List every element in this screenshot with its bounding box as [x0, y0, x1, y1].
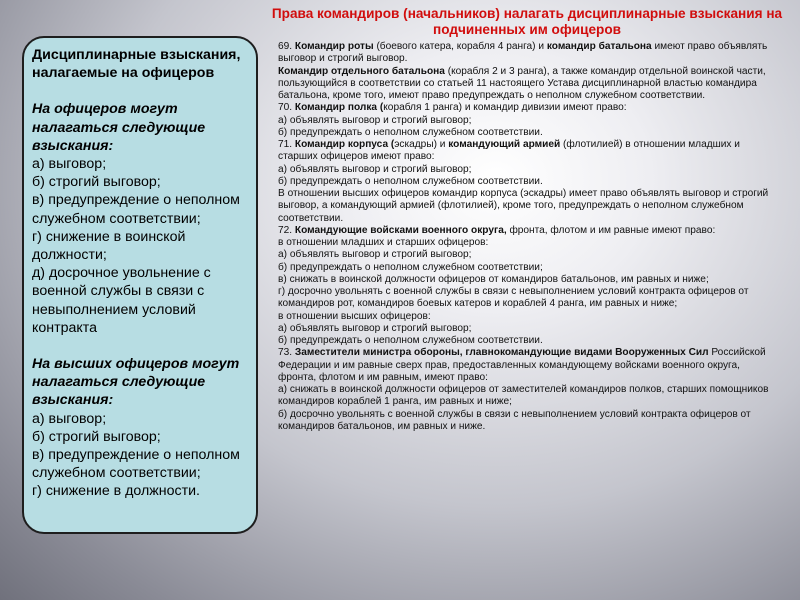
officers-item: б) строгий выговор;: [32, 174, 161, 191]
senior-officers-intro: На высших офицеров могут налагаться следующие взыскания:: [32, 356, 240, 409]
article-item: а) объявлять выговор и строгий выговор;: [278, 114, 472, 126]
article-item: а) объявлять выговор и строгий выговор;: [278, 322, 472, 334]
senior-officers-item: г) снижение в должности.: [32, 483, 200, 500]
article-item: в) снижать в воинской должности офицеров от командиров батальонов, им равных и ниже;: [278, 273, 709, 285]
senior-officers-item: б) строгий выговор;: [32, 428, 161, 445]
article-71: 71. Командир корпуса (эскадры) и командующий армией (флотилией) в отношении младших и старших офицеров имеют право:: [278, 139, 740, 163]
article-item: б) предупреждать о неполном служебном соответствии.: [278, 126, 543, 138]
article-71-senior: В отношении высших офицеров командир корпуса (эскадры) имеет право объявлять выговор и строгий выговор, а командующий армией (флотилией), кроме того, предупреждать о неполном служебном соответствии.: [278, 188, 769, 224]
officers-item: а) выговор;: [32, 156, 107, 173]
article-item: б) предупреждать о неполном служебном соответствии.: [278, 175, 543, 187]
article-item: г) досрочно увольнять с военной службы в связи с невыполнением условий контракта офицеров от командиров рот, командиров боевых катеров и кораблей 4 ранга, им равных и ниже;: [278, 286, 749, 310]
officers-item: д) досрочное увольнение с военной службы в связи с невыполнением условий контракта: [32, 265, 211, 336]
senior-officers-item: а) выговор;: [32, 410, 107, 427]
article-item: а) объявлять выговор и строгий выговор;: [278, 249, 472, 261]
officers-intro: На офицеров могут налагаться следующие взыскания:: [32, 101, 206, 154]
article-item: б) предупреждать о неполном служебном соответствии;: [278, 261, 543, 273]
article-72: 72. Командующие войсками военного округа, фронта, флотом и им равные имеют право:: [278, 224, 716, 236]
officers-penalties-panel: [22, 36, 258, 534]
article-69-part-2: Командир отдельного батальона (корабля 2 и 3 ранга), а также командир отдельной воинской части, пользующийся в соответствии со статьей 11 настоящего Устава дисциплинарной властью командира батальона, кроме того, имеют право предупреждать о неполном служебном соответствии.: [278, 65, 766, 101]
article-item: б) предупреждать о неполном служебном соответствии.: [278, 335, 543, 346]
article-70: 70. Командир полка (корабля 1 ранга) и командир дивизии имеют право:: [278, 102, 627, 114]
article-69: 69. Командир роты (боевого катера, корабля 4 ранга) и командир батальона имеют право объявлять выговор и строгий выговор.: [278, 41, 768, 65]
panel-heading: Дисциплинарные взыскания, налагаемые на офицеров: [32, 47, 241, 82]
article-72-senior: в отношении высших офицеров:: [278, 310, 431, 322]
article-item: а) объявлять выговор и строгий выговор;: [278, 163, 472, 175]
senior-officers-item: в) предупреждение о неполном служебном соответствии;: [32, 447, 240, 482]
statute-text: [278, 41, 778, 433]
officers-item: в) предупреждение о неполном служебном соответствии;: [32, 192, 240, 227]
article-item: б) досрочно увольнять с военной службы в связи с невыполнением условий контракта офицеров от командиров батальонов, им равных и ниже.: [278, 408, 751, 432]
article-item: а) снижать в воинской должности офицеров от заместителей командиров полков, старших помощников командиров кораблей 1 ранга, им равных и ниже;: [278, 384, 769, 408]
article-73: 73. Заместители министра обороны, главнокомандующие видами Вооруженных Сил Российской Федерации и им равные сверх прав, предоставленных командующему войсками военного округа, фронта, флотом и им равным, имеют право:: [278, 347, 766, 383]
officers-item: г) снижение в воинской должности;: [32, 228, 186, 264]
article-72-junior: в отношении младших и старших офицеров:: [278, 237, 489, 248]
page-title: Права командиров (начальников) налагать дисциплинарные взыскания на подчиненных им офицеров: [271, 6, 783, 37]
